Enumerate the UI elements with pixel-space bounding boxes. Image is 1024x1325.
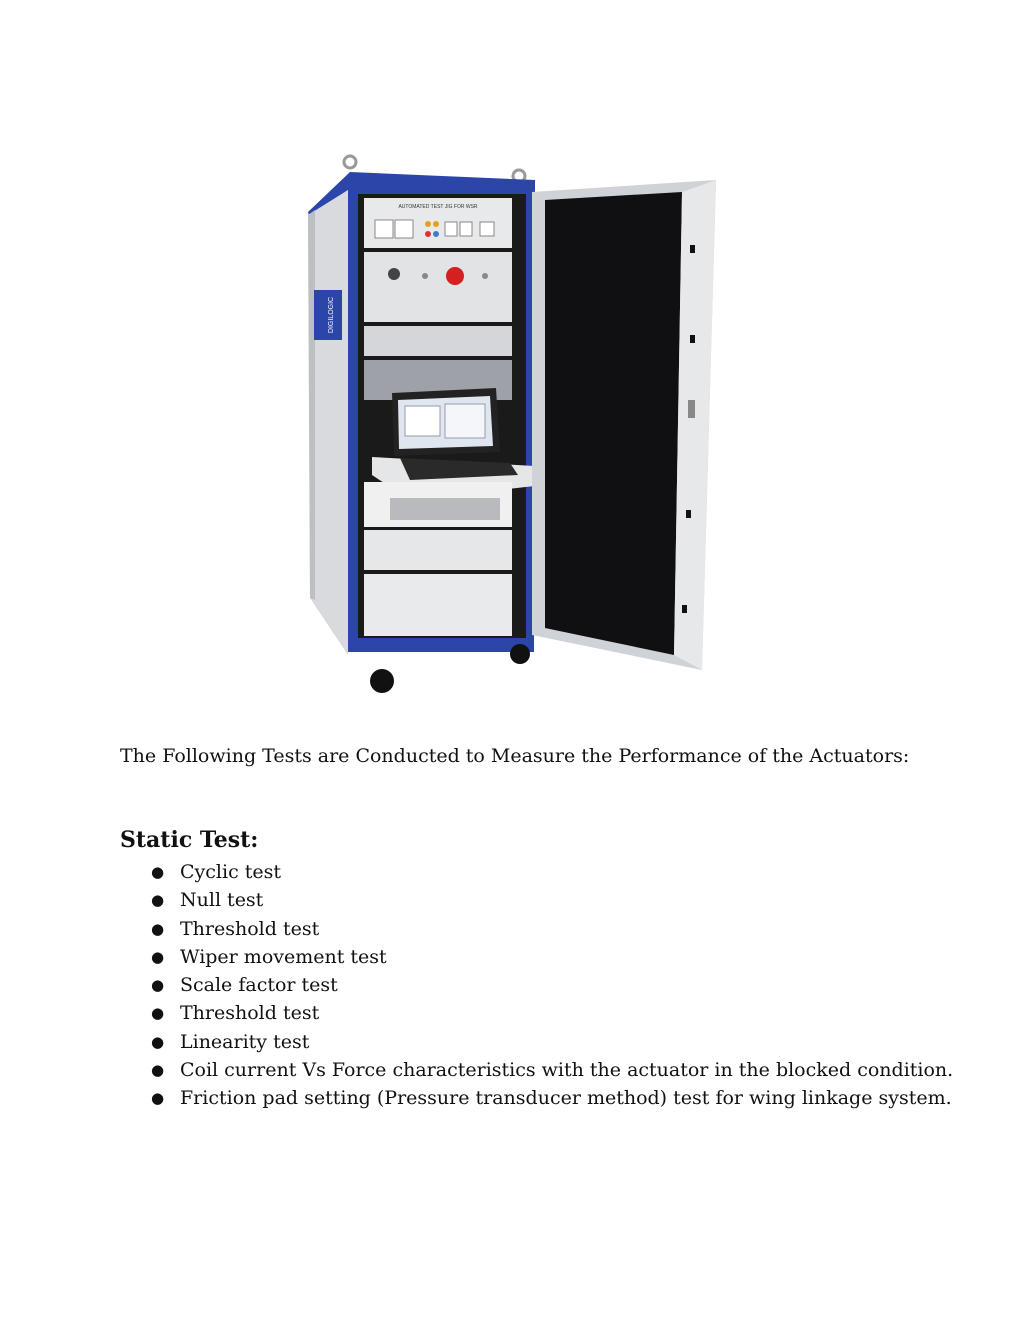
- svg-text:AUTOMATED TEST JIG FOR WSR: AUTOMATED TEST JIG FOR WSR: [398, 204, 478, 210]
- list-item: ● Threshold test: [120, 999, 953, 1027]
- list-item: ● Null test: [120, 886, 953, 914]
- bullet-icon: ●: [151, 1061, 165, 1080]
- bullet-icon: ●: [151, 891, 165, 910]
- bullet-icon: ●: [151, 976, 165, 995]
- intro-text: The Following Tests are Conducted to Measure the Performance of the Actuators:: [120, 745, 910, 767]
- bullet-icon: ●: [151, 1032, 165, 1051]
- list-item: ● Coil current Vs Force characteristics with the actuator in the blocked condition.: [120, 1056, 953, 1084]
- list-item: ● Scale factor test: [120, 971, 953, 999]
- svg-text:DIGILOGIC: DIGILOGIC: [328, 296, 335, 334]
- list-item: ● Friction pad setting (Pressure transducer method) test for wing linkage system.: [120, 1084, 953, 1112]
- test-rig-photo: [300, 150, 730, 700]
- bullet-icon: ●: [151, 947, 165, 966]
- test-list: [120, 858, 953, 1113]
- bullet-icon: ●: [151, 1089, 165, 1108]
- bullet-icon: ●: [151, 919, 165, 938]
- list-item: ● Wiper movement test: [120, 943, 953, 971]
- bullet-icon: ●: [151, 863, 165, 881]
- bullet-icon: ●: [151, 1004, 165, 1023]
- list-item: ● Threshold test: [120, 915, 953, 943]
- section-heading: Static Test:: [120, 827, 259, 853]
- list-item: ● Cyclic test: [120, 858, 953, 886]
- list-item: ● Linearity test: [120, 1028, 953, 1056]
